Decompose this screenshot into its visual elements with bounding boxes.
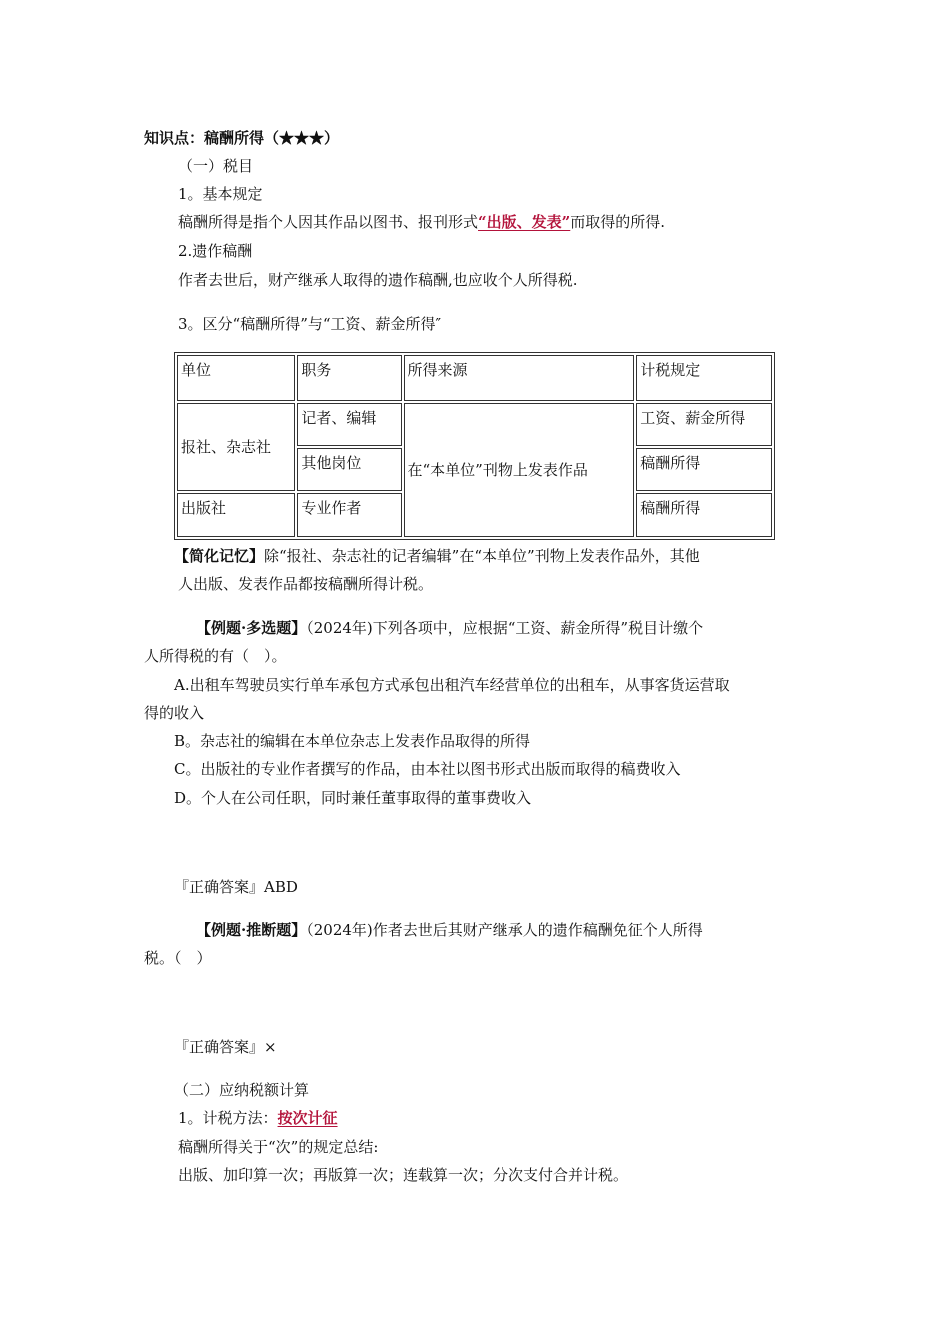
header-source: 所得来源 <box>404 355 635 401</box>
q1-option-c: C。出版社的专业作者撰写的作品，由本社以图书形式出版而取得的稿费收入 <box>174 760 681 778</box>
cell-role-reporter: 记者、编辑 <box>297 403 401 446</box>
cell-unit-publisher: 出版社 <box>177 493 295 537</box>
header-rule: 计税规定 <box>636 355 772 401</box>
q1-text-1: （2024年)下列各项中，应根据“工资、薪金所得”税目计缴个 <box>306 619 704 637</box>
item2-text: 作者去世后，财产继承人取得的遗作稿酬,也应收个人所得税. <box>178 271 578 289</box>
q1-option-d: D。个人在公司任职，同时兼任董事取得的董事费收入 <box>174 789 532 807</box>
cell-rule-1: 工资、薪金所得 <box>636 403 772 446</box>
calc-method-label: 1。计税方法： <box>178 1109 278 1127</box>
q2-line1 <box>196 920 703 940</box>
item1-text <box>178 212 665 232</box>
item1-title: 1。基本规定 <box>178 185 263 203</box>
calc-method <box>178 1108 338 1128</box>
calc-rule-summary: 出版、加印算一次；再版算一次；连载算一次；分次支付合并计税。 <box>178 1166 629 1184</box>
item1-text-b: 而取得的所得. <box>570 213 666 231</box>
section-title: 知识点：稿酬所得（★★★） <box>144 129 340 147</box>
item1-text-a: 稿酬所得是指个人因其作品以图书、报刊形式 <box>178 213 479 231</box>
q2-text-1: （2024年)作者去世后其财产继承人的遗作稿酬免征个人所得 <box>306 921 703 939</box>
cell-role-author: 专业作者 <box>297 493 401 537</box>
calc-rule-intro: 稿酬所得关于“次”的规定总结: <box>178 1138 379 1156</box>
memo-line2: 人出版、发表作品都按稿酬所得计税。 <box>178 575 434 593</box>
calc-method-highlight: 按次计征 <box>277 1109 338 1127</box>
q1-line1 <box>196 618 703 638</box>
item1-highlight: “出版、发表” <box>478 213 571 231</box>
q1-option-a-line2: 得的收入 <box>144 704 205 722</box>
q1-answer: 『正确答案』ABD <box>174 878 298 896</box>
memo-line1 <box>174 546 700 566</box>
q1-label: 【例题·多选题】 <box>196 619 307 637</box>
memo-label: 【简化记忆】 <box>174 547 265 565</box>
q1-option-b: B。杂志社的编辑在本单位杂志上发表作品取得的所得 <box>174 732 531 750</box>
heading-tax-item: （一）税目 <box>178 157 254 175</box>
memo-text-1: 除“报社、杂志社的记者编辑”在“本单位”刊物上发表作品外，其他 <box>264 547 700 565</box>
q1-line2: 人所得税的有（ ）。 <box>144 647 287 665</box>
q2-line2: 税。（ ） <box>144 949 212 967</box>
cell-role-other: 其他岗位 <box>297 448 401 491</box>
header-role: 职务 <box>297 355 401 401</box>
cell-rule-3: 稿酬所得 <box>636 493 772 537</box>
item2-title: 2.遗作稿酬 <box>178 242 253 260</box>
q2-answer: 『正确答案』× <box>174 1038 277 1056</box>
heading-tax-calc: （二）应纳税额计算 <box>174 1081 310 1099</box>
q2-label: 【例题·推断题】 <box>196 921 307 939</box>
header-unit: 单位 <box>177 355 295 401</box>
cell-source: 在“本单位”刊物上发表作品 <box>404 403 635 537</box>
q1-option-a-line1: A.出租车驾驶员实行单车承包方式承包出租汽车经营单位的出租车，从事客货运营取 <box>174 676 730 694</box>
comparison-table <box>174 352 775 540</box>
cell-rule-2: 稿酬所得 <box>636 448 772 491</box>
item3-title: 3。区分“稿酬所得”与“工资、薪金所得″ <box>178 315 442 333</box>
cell-unit-newspaper: 报社、杂志社 <box>177 403 295 492</box>
